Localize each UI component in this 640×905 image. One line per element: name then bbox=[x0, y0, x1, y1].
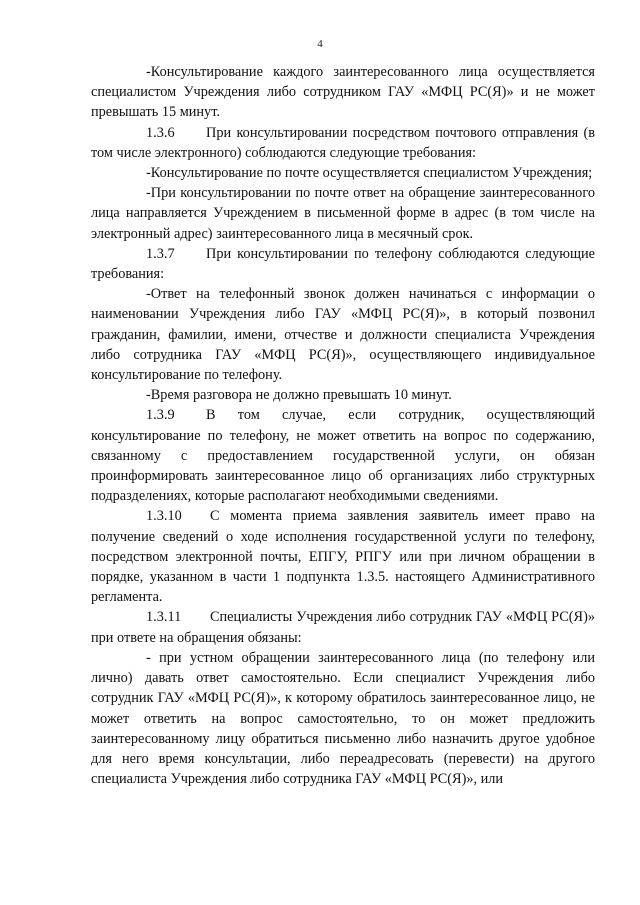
paragraph-call-duration: -Время разговора не должно превышать 10 минут. bbox=[146, 387, 452, 404]
clause-1-3-6 bbox=[91, 123, 595, 163]
paragraph-consulting-duration: -Консультирование каждого заинтересованного лица осуществляется специалистом Учреждения либо сотрудником ГАУ «МФЦ РС(Я)» и не может превышать 15 минут. bbox=[91, 64, 595, 121]
clause-1-3-9 bbox=[91, 405, 595, 506]
clause-text: В том случае, если сотрудник, осуществляющий консультирование по телефону, не может ответить на вопрос по содержанию, связанному с предоставлением государственной услуги, он обязан проинформировать заинтересованное лицо об организациях либо структурных подразделениях, которые располагают необходимыми сведениями. bbox=[91, 407, 595, 505]
paragraph-phone-answer: -Ответ на телефонный звонок должен начинаться с информации о наименовании Учреждения либо ГАУ «МФЦ РС(Я)», в который позвонил гражданин, фамилии, имени, отчестве и должности специалиста Учреждения либо сотрудника ГАУ «МФЦ РС(Я)», осуществляющего индивидуальное консультирование по телефону. bbox=[91, 286, 595, 384]
paragraph-mail-consulting: -Консультирование по почте осуществляется специалистом Учреждения; bbox=[146, 165, 593, 182]
clause-text: С момента приема заявления заявитель имеет право на получение сведений о ходе исполнения государственной услуги по телефону, посредством электронной почты, ЕПГУ, РПГУ или при личном обращении в порядке, указанном в части 1 подпункта 1.3.5. настоящего Административного регламента. bbox=[91, 508, 595, 606]
clause-number: 1.3.11 bbox=[146, 609, 182, 626]
clause-number: 1.3.10 bbox=[146, 508, 182, 525]
document-body bbox=[91, 62, 595, 789]
clause-number: 1.3.7 bbox=[146, 245, 175, 262]
clause-1-3-7 bbox=[91, 244, 595, 284]
clause-number: 1.3.6 bbox=[146, 124, 175, 141]
page-number: 4 bbox=[317, 38, 323, 50]
paragraph-oral-request: - при устном обращении заинтересованного лица (по телефону или лично) давать ответ самостоятельно. Если специалист Учреждения либо сотрудник ГАУ «МФЦ РС(Я)», к которому обратилось заинтересованное лицо, не может ответить на вопрос самостоятельно, то он может предложить заинтересованному лицу обратиться письменно либо назначить другое удобное для него время консультации, либо переадресовать (перевести) на другого специалиста Учреждения либо сотрудника ГАУ «МФЦ РС(Я)», или bbox=[91, 649, 595, 788]
clause-text: Специалисты Учреждения либо сотрудник ГАУ «МФЦ РС(Я)» при ответе на обращения обязаны: bbox=[91, 609, 595, 646]
clause-text: При консультировании посредством почтового отправления (в том числе электронного) соблюдаются следующие требования: bbox=[91, 124, 595, 161]
clause-text: При консультировании по телефону соблюдаются следующие требования: bbox=[91, 245, 595, 283]
clause-1-3-11 bbox=[91, 607, 595, 647]
paragraph-mail-response: -При консультировании по почте ответ на обращение заинтересованного лица направляется Учреждением в письменной форме в адрес (в том числе на электронный адрес) заинтересованного лица в месячный срок. bbox=[91, 185, 595, 242]
clause-number: 1.3.9 bbox=[146, 407, 175, 424]
clause-1-3-10 bbox=[91, 506, 595, 607]
